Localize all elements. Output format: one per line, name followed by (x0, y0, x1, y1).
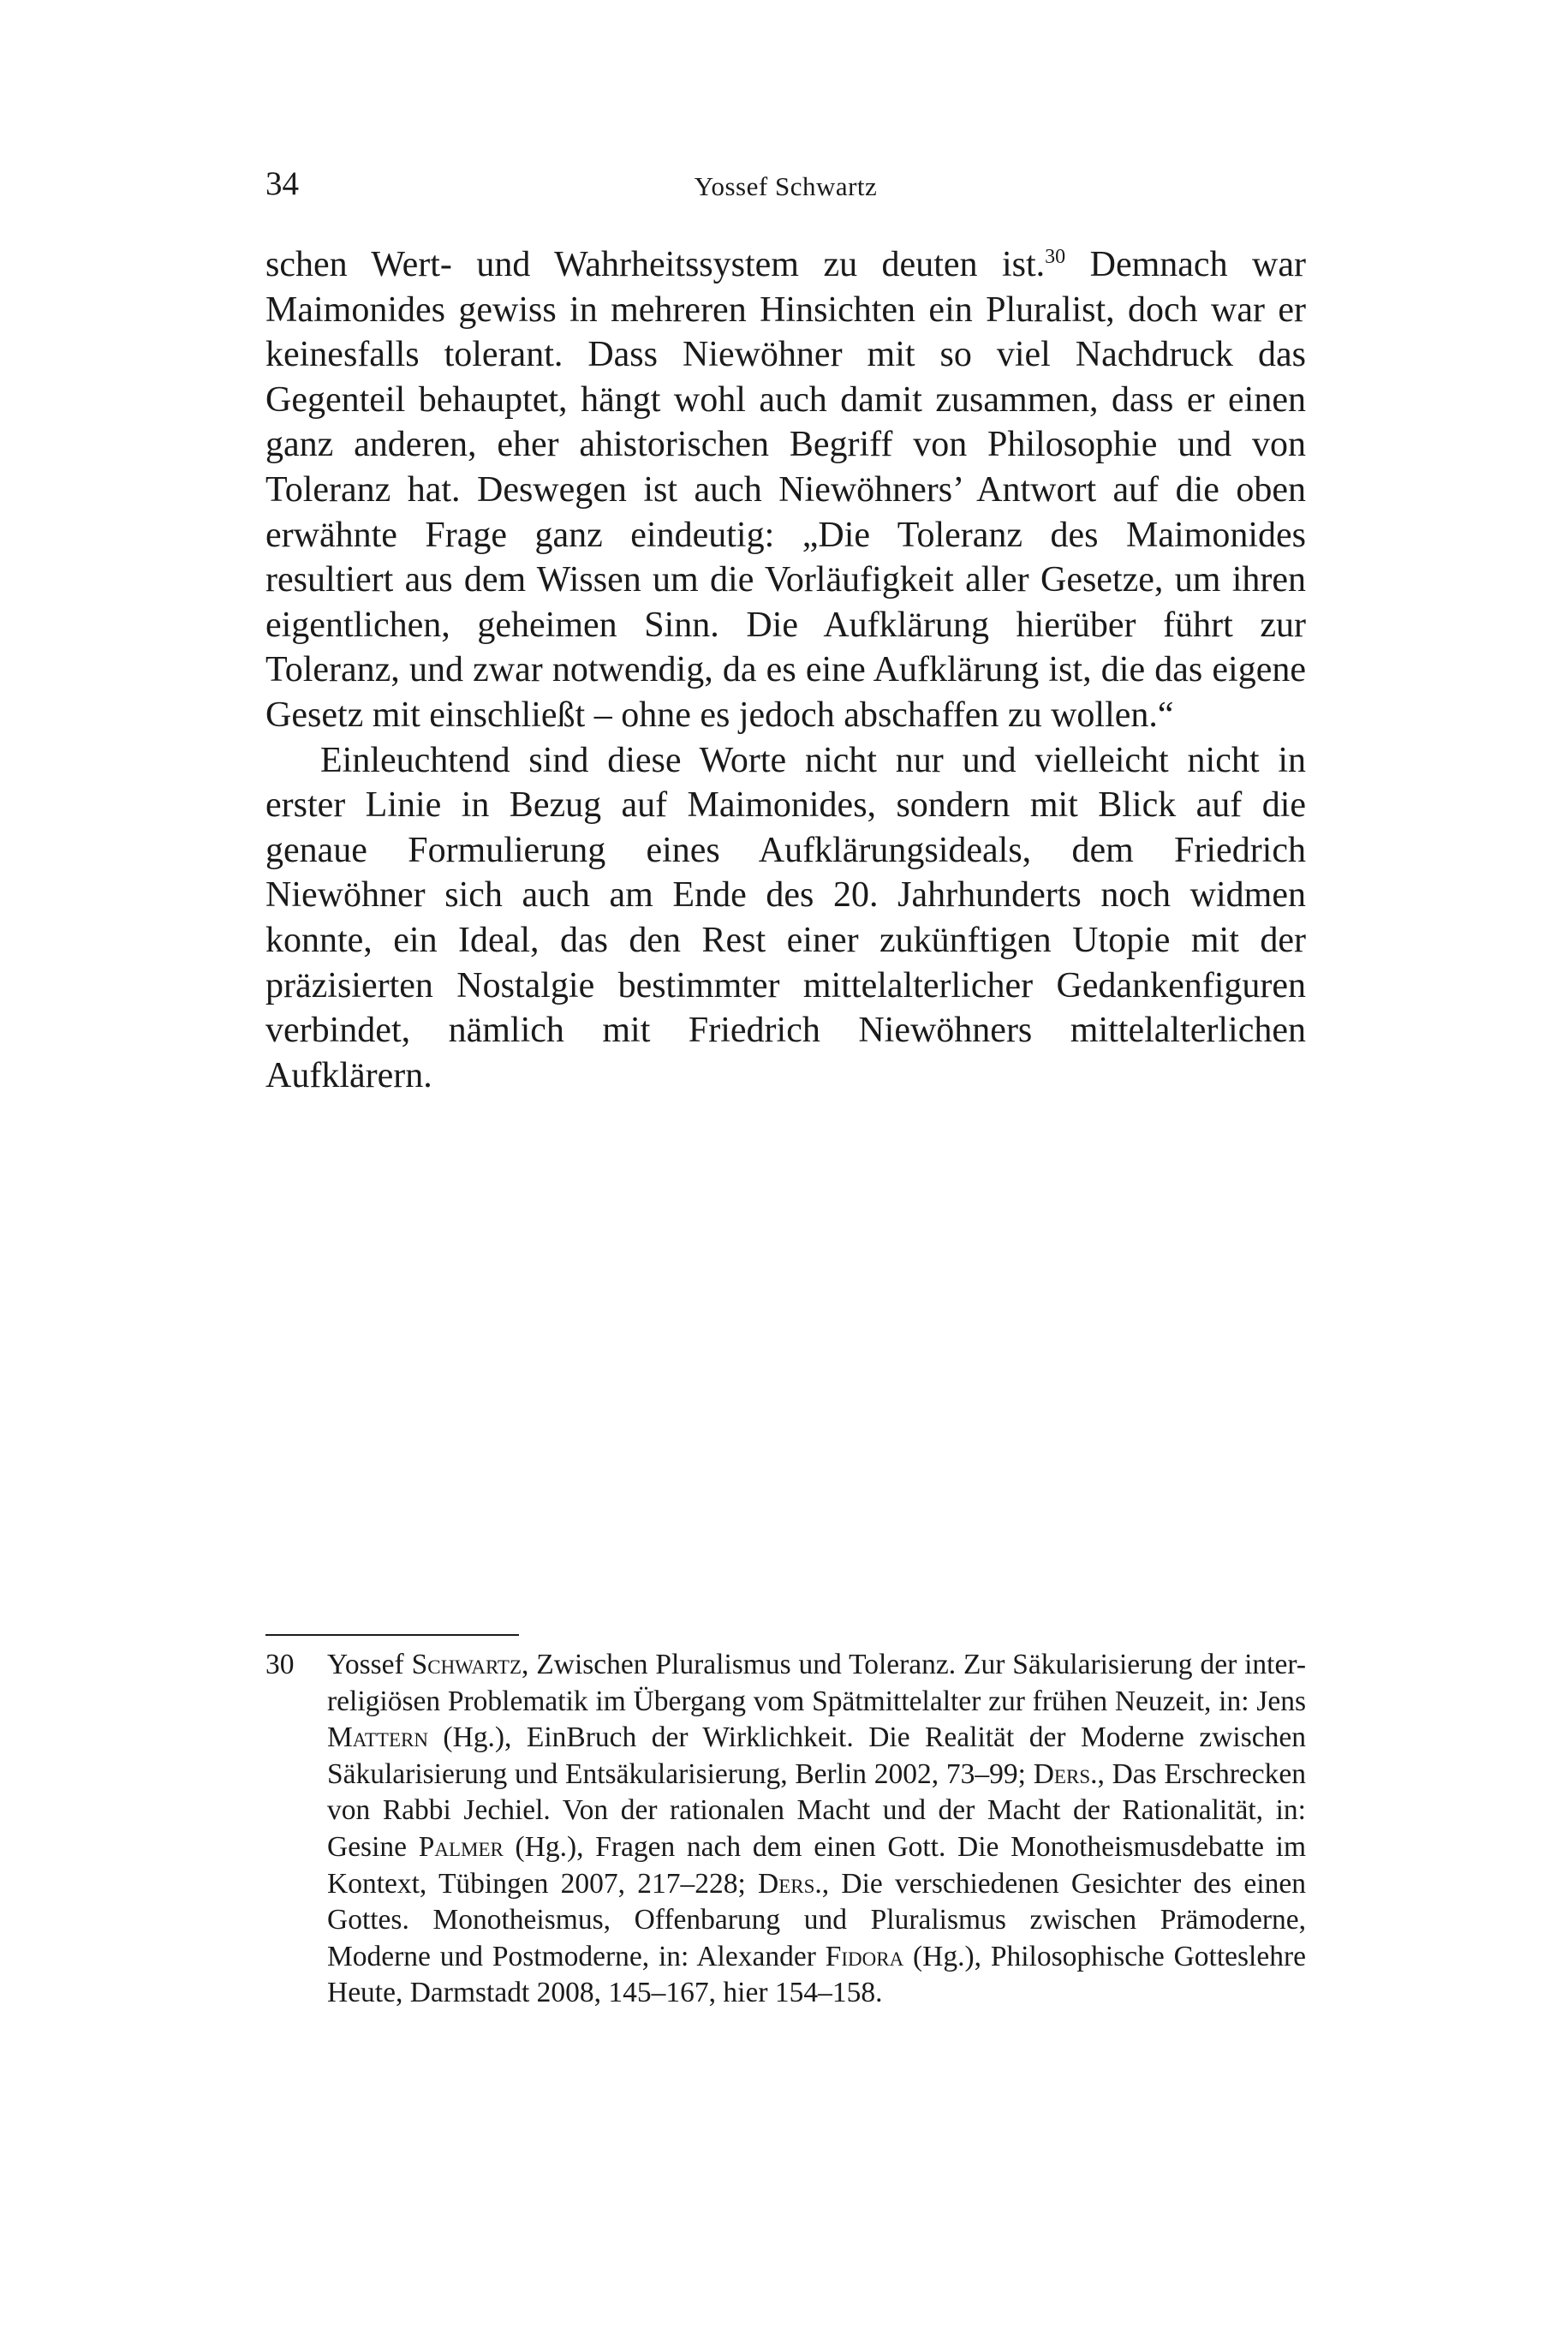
editor-palmer: Palmer (418, 1830, 504, 1863)
footnotes (265, 1647, 1306, 2012)
footnote-text-2: , Zwischen Pluralismus und Toleranz. Zur Säkularisierung der inter-religiösen Problematik im Übergang vom Spätmittelalter zur frühen Neuzeit, in: Jens (327, 1649, 1306, 1717)
footnote-separator (265, 1634, 519, 1636)
footnote-text (327, 1647, 1306, 2012)
editor-mattern: Mattern (327, 1721, 428, 1754)
paragraph-2: Einleuchtend sind diese Worte nicht nur und vielleicht nicht in erster Linie in Bezug auf Maimonides, sondern mit Blick auf die genaue Formulierung eines Aufklärungsideals, dem Friedrich Niewöhner sich auch am Ende des 20. Jahrhunderts noch widmen konnte, ein Ideal, das den Rest einer zukünftigen Utopie mit der präzisierten Nostalgie bestimmter mittelalterlicher Gedankenfiguren verbindet, nämlich mit Friedrich Niewöhners mittelalterlichen Aufklärern. (265, 740, 1306, 1095)
page-number: 34 (265, 165, 299, 202)
ders-1: Ders. (1033, 1757, 1098, 1790)
footnote-text-1: Yossef (327, 1649, 412, 1680)
page-header (265, 164, 1306, 207)
paragraph-1-rest: Demnach war Maimonides gewiss in mehreren Hinsichten ein Pluralist, doch war er keinesfalls tolerant. Dass Niewöhner mit so viel Nachdruck das Gegenteil behauptet, hängt wohl auch damit zusammen, dass er einen ganz anderen, eher ahistorischen Begriff von Philosophie und von Toleranz hat. Deswegen ist auch Niewöhners’ Antwort auf die oben erwähnte Frage ganz eindeutig: „Die Toleranz des Maimonides resultiert aus dem Wissen um die Vorläufigkeit aller Gesetze, um ihren eigentlichen, geheimen Sinn. Die Aufklärung hierüber führt zur Toleranz, und zwar notwendig, da es eine Aufklärung ist, die das eigene Gesetz mit einschließt – ohne es jedoch abschaffen zu wollen.“ (265, 245, 1306, 735)
footnote-text-7: (Hg.), Philosophische Gotteslehre Heute, Darmstadt 2008, 145–167, hier 154–158. (327, 1940, 1306, 2009)
footnote-text-3: (Hg.), EinBruch der Wirklichkeit. Die Realität der Moderne zwischen Säkularisierung und Entsäkularisierung, Berlin 2002, 73–99; (327, 1721, 1306, 1790)
editor-fidora: Fidora (825, 1940, 904, 1972)
footnote-text-6: , Die verschiedenen Gesichter des einen Gottes. Monotheismus, Offenbarung und Pluralismus zwischen Prämoderne, Moderne und Postmoderne, in: Alexander (327, 1867, 1306, 1972)
ders-2: Ders. (758, 1867, 822, 1900)
footnote-number: 30 (265, 1649, 295, 1680)
body-text (265, 242, 1306, 1098)
footnote-30 (265, 1647, 1306, 2012)
footnote-text-5: (Hg.), Fragen nach dem einen Gott. Die Monotheismusdebatte im Kontext, Tübingen 2007, 217–228; (327, 1830, 1307, 1900)
footnote-reference-30[interactable]: 30 (1045, 246, 1066, 268)
paragraph-1-start: schen Wert- und Wahrheitssystem zu deuten ist. (265, 245, 1046, 284)
footnote-text-4: , Das Erschrecken von Rabbi Jechiel. Von der rationalen Macht und der Macht der Rationalität, in: Gesine (327, 1757, 1306, 1863)
running-head: Yossef Schwartz (694, 171, 878, 201)
author-schwartz: Schwartz (411, 1649, 522, 1680)
paragraph-1 (265, 242, 1306, 738)
